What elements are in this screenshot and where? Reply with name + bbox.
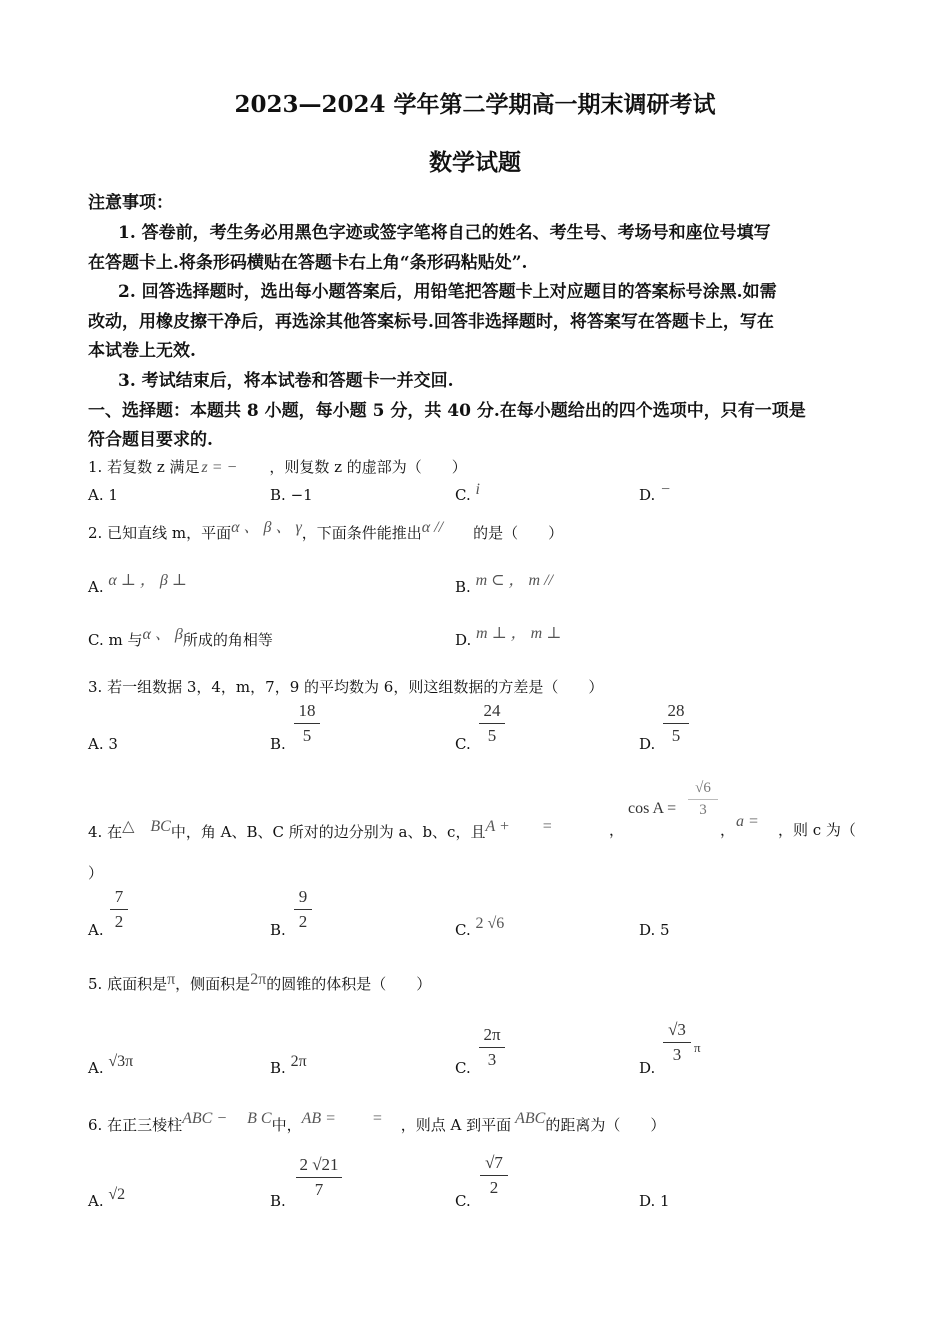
q4-stem-close: ） bbox=[88, 864, 104, 882]
notice-item-2-line-1: 2. 回答选择题时，选出每小题答案后，用铅笔把答题卡上对应题目的答案标号涂黑.如需 bbox=[118, 282, 777, 302]
q4-cos-label: cos A = bbox=[628, 800, 677, 817]
notice-item-1-line-2: 在答题卡上.将条形码横贴在答题卡右上角“条形码粘贴处”. bbox=[88, 253, 528, 273]
q6-option-b-fraction: 2 √21 7 bbox=[296, 1155, 342, 1200]
question-1-stem: 1. 若复数 z 满足 z = − ，则复数 z 的虚部为（ ） bbox=[88, 458, 467, 476]
q5-option-a: A. √3π bbox=[88, 1053, 134, 1077]
q1-option-d: D. − bbox=[639, 481, 671, 504]
q3-option-c-fraction: 24 5 bbox=[479, 701, 505, 746]
q1-option-a: A. 1 bbox=[88, 486, 118, 504]
notice-item-2-line-3: 本试卷上无效. bbox=[88, 341, 196, 361]
notice-heading: 注意事项： bbox=[88, 193, 173, 213]
q4-comma-2: ， bbox=[720, 821, 736, 839]
q5-option-c-fraction: 2π 3 bbox=[479, 1025, 505, 1070]
question-3-stem: 3. 若一组数据 3，4，m，7，9 的平均数为 6，则这组数据的方差是（ ） bbox=[88, 678, 604, 696]
section-1-heading-line-2: 符合题目要求的. bbox=[88, 430, 213, 450]
exam-subtitle: 数学试题 bbox=[429, 149, 521, 176]
q1-option-b: B. −1 bbox=[270, 486, 313, 504]
q1-option-c: C. i bbox=[455, 481, 480, 504]
q3-option-c-label: C. bbox=[455, 735, 471, 753]
q4-cos-fraction: √6 3 bbox=[688, 780, 718, 819]
q6-option-c-fraction: √7 2 bbox=[480, 1153, 508, 1198]
notice-item-3: 3. 考试结束后，将本试卷和答题卡一并交回. bbox=[118, 371, 454, 391]
q3-option-b-fraction: 18 5 bbox=[294, 701, 320, 746]
q5-option-c-label: C. bbox=[455, 1059, 471, 1077]
notice-item-1-line-1: 1. 答卷前，考生务必用黑色字迹或签字笔将自己的姓名、考生号、考场号和座位号填写 bbox=[118, 223, 771, 243]
q5-option-b: B. 2π bbox=[270, 1053, 307, 1077]
q3-option-d-fraction: 28 5 bbox=[663, 701, 689, 746]
q3-option-a: A. 3 bbox=[88, 735, 118, 753]
q4-option-b-label: B. bbox=[270, 921, 286, 939]
q3-option-d-label: D. bbox=[639, 735, 656, 753]
q5-option-d-fraction: √3 3 bbox=[663, 1020, 691, 1065]
q2-option-a: A. α ⊥ ， β ⊥ bbox=[88, 572, 187, 596]
q4-option-d: D. 5 bbox=[639, 921, 670, 939]
q6-option-c-label: C. bbox=[455, 1192, 471, 1210]
question-6-stem: 6. 在正三棱柱ABC − B C中，AB = = ，则点 A 到平面 ABC的距离为（ ） bbox=[88, 1110, 666, 1134]
q6-option-d: D. 1 bbox=[639, 1192, 670, 1210]
q2-option-b: B. m ⊂ ， m // bbox=[455, 572, 553, 596]
q2-option-c: C. m 与α 、 β所成的角相等 bbox=[88, 626, 273, 649]
notice-item-2-line-2: 改动，用橡皮擦干净后，再选涂其他答案标号.回答非选择题时，将答案写在答题卡上，写在 bbox=[88, 312, 774, 332]
q4-option-a-label: A. bbox=[88, 921, 104, 939]
q5-option-d-pi: π bbox=[694, 1040, 701, 1055]
question-5-stem: 5. 底面积是π，侧面积是2π的圆锥的体积是（ ） bbox=[88, 971, 432, 993]
q4-condition-a: a = bbox=[736, 813, 759, 830]
q1-formula: z = − bbox=[201, 459, 238, 476]
question-2-stem: 2. 已知直线 m，平面α 、 β 、 γ，下面条件能推出α // 的是（ ） bbox=[88, 519, 564, 542]
exam-title: 2023—2024 学年第二学期高一期末调研考试 bbox=[234, 91, 716, 118]
q4-stem-end: ，则 c 为（ bbox=[778, 821, 856, 839]
q6-option-b-label: B. bbox=[270, 1192, 286, 1210]
section-1-heading: 一、选择题：本题共 8 小题，每小题 5 分，共 40 分.在每小题给出的四个选项中，只有一项是 bbox=[88, 401, 806, 421]
q3-option-b-label: B. bbox=[270, 735, 286, 753]
question-4-stem: 4. 在△ BC中，角 A、B、C 所对的边分别为 a、b、c，且A + = bbox=[88, 818, 553, 841]
q5-option-d-label: D. bbox=[639, 1059, 656, 1077]
q6-option-a: A. √2 bbox=[88, 1186, 126, 1210]
q4-comma-1: ， bbox=[609, 821, 625, 839]
q2-option-d: D. m ⊥ ， m ⊥ bbox=[455, 625, 562, 649]
q4-option-b-fraction: 9 2 bbox=[294, 887, 312, 932]
q4-option-c: C. 2 √6 bbox=[455, 915, 505, 939]
q4-option-a-fraction: 7 2 bbox=[110, 887, 128, 932]
